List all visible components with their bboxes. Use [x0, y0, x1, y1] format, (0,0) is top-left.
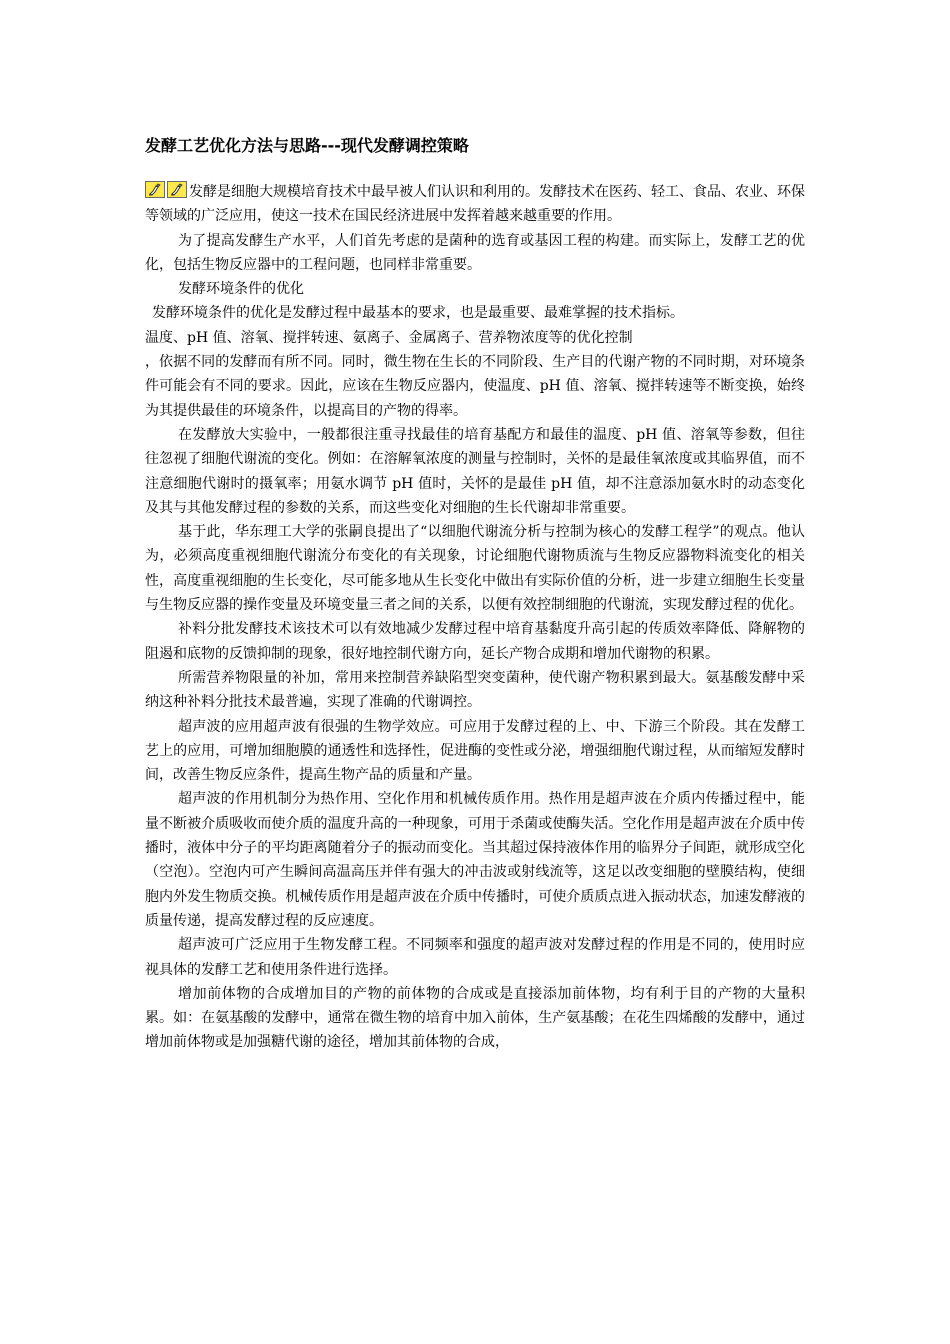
paragraph: 温度、pH 值、溶氧、搅拌转速、氨离子、金属离子、营养物浓度等的优化控制	[145, 329, 633, 346]
paragraph: 超声波的作用机制分为热作用、空化作用和机械传质作用。热作用是超声波在介质内传播过程中，能量不断被介质吸收而使介质的温度升高的一种现象，可用于杀菌或使酶失活。空化作用是超声波在介质中传播时，液体中分子的平均距离随着分子的振动而变化。当其超过保持液体作用的临界分子间距，就形成空化（空泡）。空泡内可产生瞬间高温高压并伴有强大的冲击波或射线流等，这足以改变细胞的壁膜结构，使细胞内外发生物质交换。机械传质作用是超声波在介质中传播时，可使介质质点进入振动状态，加速发酵液的质量传递，提高发酵过程的反应速度。	[145, 791, 805, 929]
paragraph: 超声波的应用超声波有很强的生物学效应。可应用于发酵过程的上、中、下游三个阶段。其在发酵工艺上的应用，可增加细胞膜的通透性和选择性，促进酶的变性或分泌，增强细胞代谢过程，从而缩短发酵时间，改善生物反应条件，提高生物产品的质量和产量。	[145, 718, 805, 784]
paragraph-text: 发酵是细胞大规模培育技术中最早被人们认识和利用的。发酵技术在医药、轻工、食品、农业、环保等领域的广泛应用，使这一技术在国民经济进展中发挥着越来越重要的作用。	[145, 184, 805, 225]
paragraph: 为了提高发酵生产水平，人们首先考虑的是菌种的选育或基因工程的构建。而实际上，发酵工艺的优化，包括生物反应器中的工程问题，也同样非常重要。	[145, 232, 805, 273]
paragraph: 基于此，华东理工大学的张嗣良提出了“以细胞代谢流分析与控制为核心的发酵工程学”的观点。他认为，必须高度重视细胞代谢流分布变化的有关现象，讨论细胞代谢物质流与生物反应器物料流变化的相关性，高度重视细胞的生长变化，尽可能多地从生长变化中做出有实际价值的分析，进一步建立细胞生长变量与生物反应器的操作变量及环境变量三者之间的关系，以便有效控制细胞的代谢流，实现发酵过程的优化。	[145, 524, 805, 614]
document-page	[145, 134, 805, 1055]
paragraph: 超声波可广泛应用于生物发酵工程。不同频率和强度的超声波对发酵过程的作用是不同的，使用时应视具体的发酵工艺和使用条件进行选择。	[145, 937, 805, 978]
paragraph: ，依据不同的发酵而有所不同。同时，微生物在生长的不同阶段、生产目的代谢产物的不同时期，对环境条件可能会有不同的要求。因此，应该在生物反应器内，使温度、pH 值、溶氧、搅拌转速等不断变换，始终为其提供最佳的环境条件，以提高目的产物的得率。	[145, 354, 805, 419]
paragraph: 发酵环境条件的优化是发酵过程中最基本的要求，也是最重要、最难掌握的技术指标。	[152, 305, 684, 322]
paragraph: 所需营养物限量的补加，常用来控制营养缺陷型突变菌种，使代谢产物积累到最大。氨基酸发酵中采纳这种补料分批技术最普遍，实现了准确的代谢调控。	[145, 669, 805, 711]
paragraph: 补料分批发酵技术该技术可以有效地减少发酵过程中培育基黏度升高引起的传质效率降低、降解物的阻遏和底物的反馈抑制的现象，很好地控制代谢方向，延长产物合成期和增加代谢物的积累。	[145, 621, 805, 662]
section-heading: 发酵环境条件的优化	[178, 281, 304, 298]
edit-icon[interactable]	[167, 181, 187, 198]
paragraph: 增加前体物的合成增加目的产物的前体物的合成或是直接添加前体物，均有利于目的产物的大量积累。如：在氨基酸的发酵中，通常在微生物的培育中加入前体，生产氨基酸；在花生四烯酸的发酵中，通过增加前体物或是加强糖代谢的途径，增加其前体物的合成，	[145, 985, 805, 1051]
document-title: 发酵工艺优化方法与思路---现代发酵调控策略	[145, 136, 469, 155]
edit-icon[interactable]	[145, 181, 165, 198]
paragraph-intro	[145, 180, 805, 229]
paragraph: 在发酵放大实验中，一般都很注重寻找最佳的培育基配方和最佳的温度、pH 值、溶氧等参数，但往往忽视了细胞代谢流的变化。例如：在溶解氧浓度的测量与控制时，关怀的是最佳氧浓度或其临界值，而不注意细胞代谢时的摄氧率；用氨水调节 pH 值时，关怀的是最佳 pH 值，却不注意添加氨水时的动态变化及其与其他发酵过程的参数的关系，而这些变化对细胞的生长代谢却非常重要。	[145, 426, 805, 516]
